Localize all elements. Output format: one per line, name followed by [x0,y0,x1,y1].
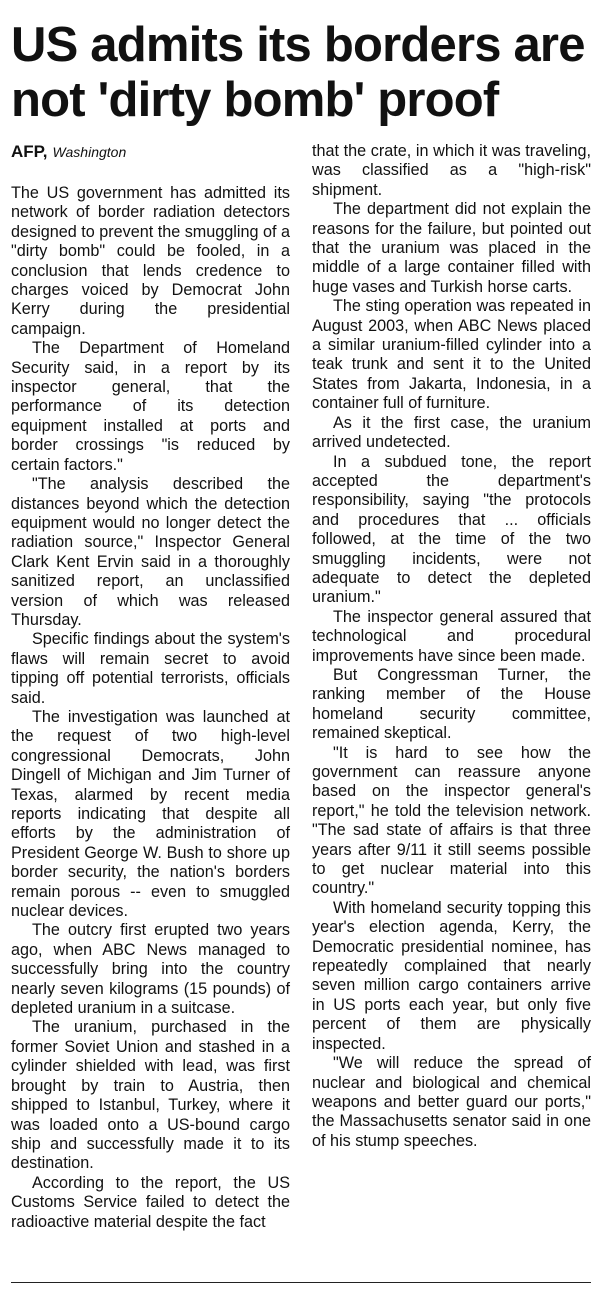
paragraph: The investigation was launched at the request of two high-level congressional Democrats, John Dingell of Michigan and Jim Turner of Texas, alarmed by recent media reports indicating that despite all efforts by the administration of President George W. Bush to shore up border security, the nation's borders remain porous -- even to smuggled nuclear devices. [11,707,290,921]
left-column [11,142,290,1232]
paragraph: As it the first case, the uranium arrived undetected. [312,413,591,452]
dateline: Washington [52,144,127,160]
paragraph: The uranium, purchased in the former Soviet Union and stashed in a cylinder shielded with lead, was first brought by train to Austria, then shipped to Istanbul, Turkey, where it was loaded onto a US-bound cargo ship and successfully made it to its destination. [11,1018,290,1173]
article-body [11,142,591,1232]
paragraph: But Congressman Turner, the ranking member of the House homeland security committee, remained skeptical. [312,665,591,743]
paragraph: The US government has admitted its network of border radiation detectors designed to prevent the smuggling of a "dirty bomb" could be fooled, in a conclusion that lends credence to charges voiced by Democrat John Kerry during the presidential campaign. [11,184,290,338]
paragraph: "We will reduce the spread of nuclear and biological and chemical weapons and better guard our ports," the Massachusetts senator said in one of his stump speeches. [312,1054,591,1150]
byline [11,142,290,162]
paragraph: In a subdued tone, the report accepted the department's responsibility, saying "the protocols and procedures that ... officials followed, at the time of the two smuggling incidents, were not adequate to detect the depleted uranium." [312,452,591,607]
paragraph: "It is hard to see how the government can reassure anyone based on the inspector general's report," he told the television network. "The sad state of affairs is that three years after 9/11 it still seems possible to get nuclear material into this country." [312,743,591,898]
paragraph: The sting operation was repeated in August 2003, when ABC News placed a similar uranium-filled cylinder into a teak trunk and sent it to the United States from Jakarta, Indonesia, in a container full of furniture. [312,297,591,413]
right-column [312,142,591,1232]
paragraph: Specific findings about the system's flaws will remain secret to avoid tipping off potential terrorists, officials said. [11,630,290,707]
bottom-rule [11,1282,591,1283]
paragraph: The department did not explain the reasons for the failure, but pointed out that the uranium was placed in the middle of a large container filled with huge vases and Turkish horse carts. [312,200,591,296]
paragraph-continued: that the crate, in which it was traveling, was classified as a "high-risk" shipment. [312,142,591,199]
paragraph: "The analysis described the distances beyond which the detection equipment would no longer detect the radiation source," Inspector General Clark Kent Ervin said in a thoroughly sanitized report, an unclassified version of which was released Thursday. [11,475,290,629]
paragraph: The inspector general assured that technological and procedural improvements have since been made. [312,607,591,665]
paragraph: The outcry first erupted two years ago, when ABC News managed to successfully bring into the country nearly seven kilograms (15 pounds) of depleted uranium in a suitcase. [11,921,290,1018]
paragraph: According to the report, the US Customs Service failed to detect the radioactive material despite the fact [11,1173,290,1231]
agency-name: AFP, [11,142,48,161]
paragraph: With homeland security topping this year's election agenda, Kerry, the Democratic presidential nominee, has repeatedly complained that nearly seven million cargo containers arrive in US ports each year, but only five percent of them are physically inspected. [312,898,591,1053]
headline: US admits its borders are not 'dirty bomb' proof [11,18,585,127]
paragraph: The Department of Homeland Security said, in a report by its inspector general, that the performance of its detection equipment installed at ports and border crossings "is reduced by certain factors." [11,339,290,474]
